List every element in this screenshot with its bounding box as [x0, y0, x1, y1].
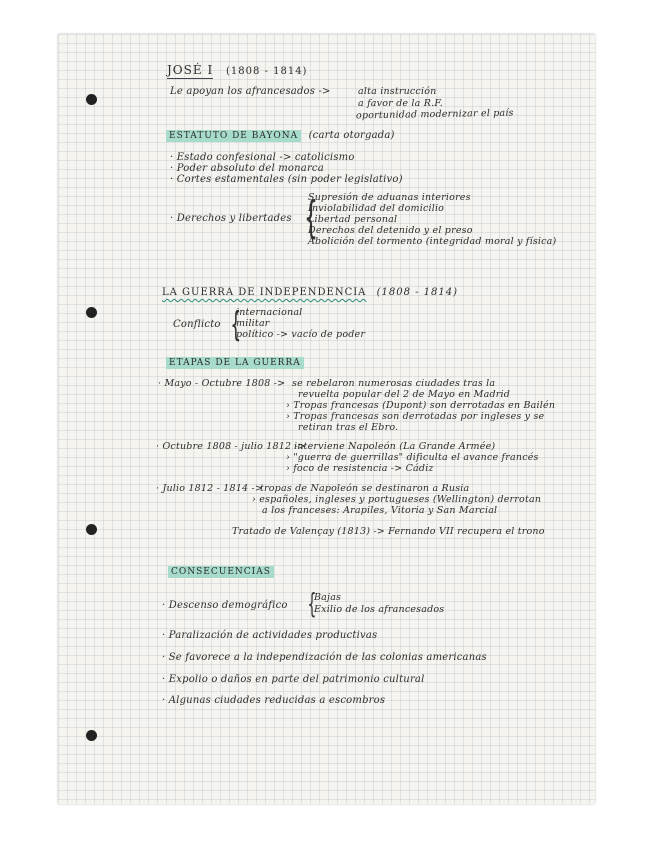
consecuencias-heading: CONSECUENCIAS — [168, 566, 274, 578]
estatuto-bullet: · Cortes estamentales (sin poder legislativo) — [170, 174, 403, 185]
right-item: Abolición del tormento (integridad moral y física) — [308, 236, 557, 247]
stage-label: · Julio 1812 - 1814 -> — [156, 483, 263, 494]
estatuto-heading: ESTATUTO DE BAYONA — [166, 130, 301, 142]
stage-line: › "guerra de guerrillas" dificulta el avance francés — [286, 452, 539, 463]
stage-line: revuelta popular del 2 de Mayo en Madrid — [298, 389, 511, 400]
binder-hole — [86, 524, 97, 535]
conflict-item: político -> vacío de poder — [236, 329, 366, 340]
etapas-heading: ETAPAS DE LA GUERRA — [166, 357, 304, 369]
stage-line: se rebelaron numerosas ciudades tras la — [292, 378, 496, 389]
conflict-item: militar — [236, 318, 270, 329]
estatuto-bullet: · Estado confesional -> catolicismo — [170, 152, 355, 163]
brace-icon: { — [304, 192, 318, 243]
right-item: Inviolabilidad del domicilio — [308, 203, 445, 214]
stage-line: a los franceses: Arapiles, Vitoria y San Marcial — [262, 505, 498, 516]
consecuencias-heading-row — [168, 566, 274, 577]
supporter-item: alta instrucción — [358, 86, 437, 97]
stage-line: › españoles, ingleses y portugueses (Wellington) derrotan — [252, 494, 542, 505]
binder-hole — [86, 94, 97, 105]
right-item: Libertad personal — [308, 214, 398, 225]
guerra-heading-row — [162, 287, 458, 298]
consequence-bullet: · Se favorece a la independización de las colonias americanas — [162, 652, 487, 663]
supporter-item: a favor de la R.F. — [358, 98, 443, 109]
stage-line: › Tropas francesas (Dupont) son derrotadas en Bailén — [286, 400, 556, 411]
stage-label: · Octubre 1808 - julio 1812 -> — [156, 441, 307, 452]
demo-label: · Descenso demográfico — [162, 600, 288, 611]
margin-line — [158, 34, 159, 804]
stage-line: › Tropas francesas son derrotadas por ingleses y se — [286, 411, 545, 422]
title-name: JOSÉ I — [167, 63, 214, 77]
conflict-label: Conflicto — [173, 319, 221, 330]
supporter-item: oportunidad modernizar el país — [355, 107, 514, 122]
etapas-heading-row — [166, 357, 304, 368]
estatuto-heading-row — [166, 130, 395, 141]
stage-line: › foco de resistencia -> Cádiz — [286, 463, 434, 474]
consequence-bullet: · Paralización de actividades productivas — [162, 630, 378, 641]
guerra-heading: LA GUERRA DE INDEPENDENCIA — [162, 287, 367, 298]
page-title — [167, 63, 307, 77]
right-item: Supresión de aduanas interiores — [308, 192, 471, 203]
treaty-note: Tratado de Valençay (1813) -> Fernando VII recupera el trono — [232, 526, 545, 537]
supporters-lead: Le apoyan los afrancesados -> — [170, 86, 331, 97]
consequence-bullet: · Algunas ciudades reducidas a escombros — [162, 695, 386, 706]
right-item: Derechos del detenido y el preso — [308, 225, 473, 236]
stage-line: tropas de Napoleón se destinaron a Rusia — [260, 483, 470, 494]
estatuto-note: (carta otorgada) — [308, 130, 395, 141]
stage-label: · Mayo - Octubre 1808 -> — [158, 378, 286, 389]
binder-hole — [86, 730, 97, 741]
brace-icon: { — [307, 587, 317, 620]
demo-item: Bajas — [314, 592, 342, 603]
brace-icon: { — [230, 305, 242, 345]
consequence-bullet: · Expolio o daños en parte del patrimonio cultural — [162, 674, 425, 685]
title-years: (1808 - 1814) — [226, 66, 308, 77]
stage-line: interviene Napoleón (La Grande Armée) — [294, 441, 496, 452]
stage-line: retiran tras el Ebro. — [298, 422, 399, 433]
rights-label: · Derechos y libertades — [170, 213, 292, 224]
conflict-item: internacional — [236, 307, 303, 318]
estatuto-bullet: · Poder absoluto del monarca — [170, 163, 324, 174]
guerra-years: (1808 - 1814) — [376, 287, 459, 298]
demo-item: Exilio de los afrancesados — [314, 604, 445, 615]
binder-hole — [86, 307, 97, 318]
